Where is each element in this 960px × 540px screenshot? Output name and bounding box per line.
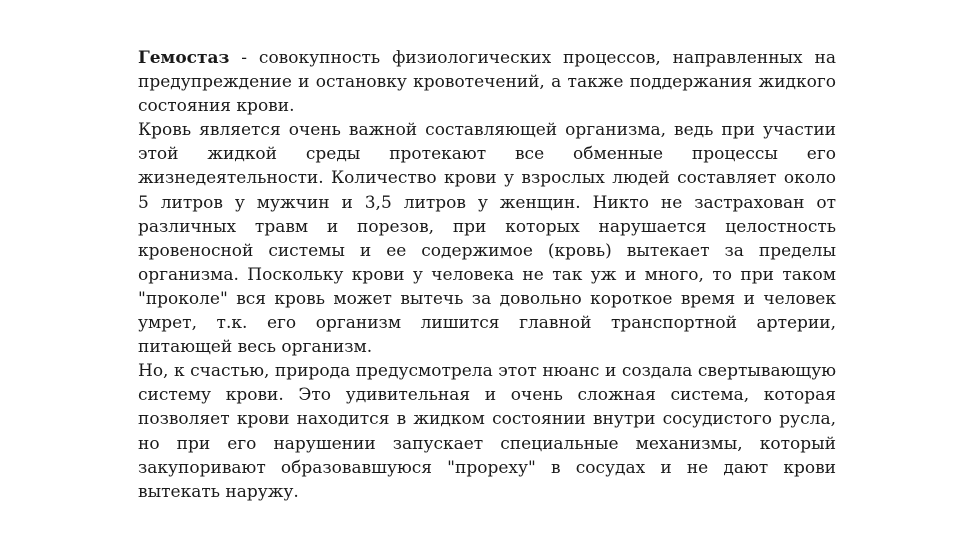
paragraph-coagulation-system: Но, к счастью, природа предусмотрела этот нюанс и создала свертывающую систему крови. Это удивительная и очень сложная система, которая позволяет крови находится в жидком состоянии внутри сосудистого русла, но при его нарушении запускает специальные механизмы, который закупоривают образовавшуюся "прореху" в сосудах и не дают крови вытекать наружу. [138, 361, 836, 502]
text-block [138, 46, 836, 504]
paragraph-definition [138, 46, 836, 118]
definition-text: - совокупность физиологических процессов, направленных на предупреждение и остановку кровотечений, а также поддержания жидкого состояния крови. [138, 48, 836, 117]
term-hemostasis: Гемостаз [138, 48, 230, 68]
paragraph-blood-importance: Кровь является очень важной составляющей организма, ведь при участии этой жидкой среды протекают все обменные процессы его жизнедеятельности. Количество крови у взрослых людей составляет около 5 литров у мужчин и 3,5 литров у женщин. Никто не застрахован от различных травм и порезов, при которых нарушается целостность кровеносной системы и ее содержимое (кровь) вытекает за пределы организма. Поскольку крови у человека не так уж и много, то при таком "проколе" вся кровь может вытечь за довольно короткое время и человек умрет, т.к. его организм лишится главной транспортной артерии, питающей весь организм. [138, 120, 836, 358]
